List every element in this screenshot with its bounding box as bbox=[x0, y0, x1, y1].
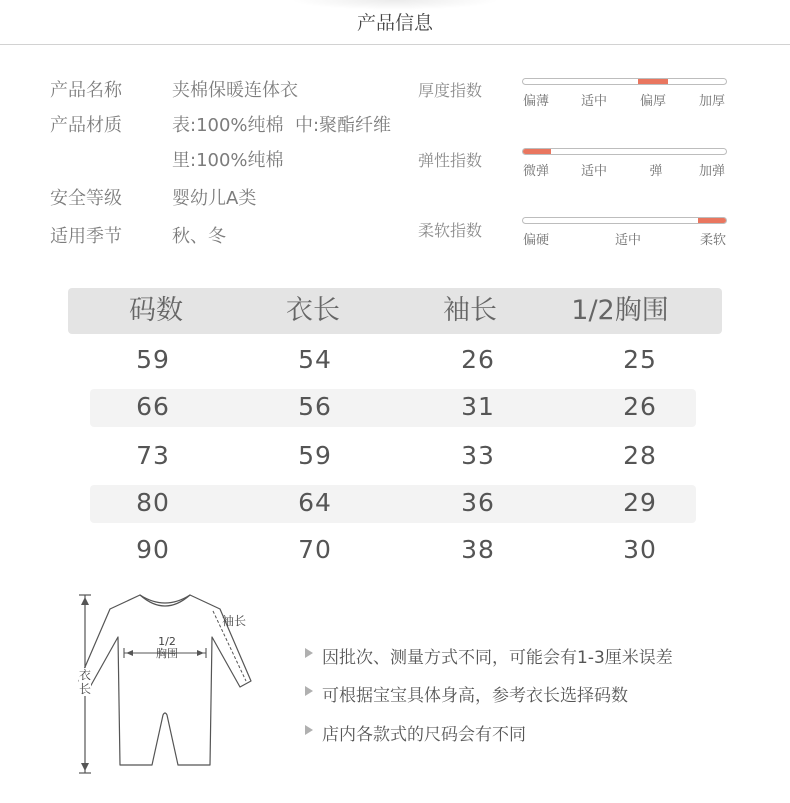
bullet-triangle-icon bbox=[305, 686, 313, 696]
elasticity-tick: 弹 bbox=[649, 164, 663, 179]
table-cell: 64 bbox=[298, 488, 332, 517]
table-cell: 56 bbox=[298, 392, 332, 421]
thickness-tick: 偏薄 bbox=[522, 94, 550, 109]
bullet-triangle-icon bbox=[305, 725, 313, 735]
softness-index-title: 柔软指数 bbox=[418, 221, 483, 240]
info-label-name: 产品名称 bbox=[50, 80, 122, 101]
info-value-name: 夹棉保暖连体衣 bbox=[172, 80, 298, 101]
table-cell: 59 bbox=[136, 345, 170, 374]
table-cell: 26 bbox=[623, 392, 657, 421]
table-cell: 36 bbox=[461, 488, 495, 517]
length-label: 衣长 bbox=[79, 668, 92, 696]
table-cell: 29 bbox=[623, 488, 657, 517]
softness-tick: 偏硬 bbox=[522, 233, 550, 248]
table-cell: 66 bbox=[136, 392, 170, 421]
info-label-safety: 安全等级 bbox=[50, 188, 122, 209]
table-cell: 70 bbox=[298, 535, 332, 564]
row-stripe bbox=[90, 389, 696, 427]
info-label-season: 适用季节 bbox=[50, 226, 122, 247]
header-chest: 1/2胸围 bbox=[571, 295, 669, 326]
elasticity-tick: 微弹 bbox=[522, 164, 550, 179]
row-stripe bbox=[90, 485, 696, 523]
info-value-lining: 里:100%纯棉 bbox=[172, 150, 284, 171]
thickness-index-bar bbox=[522, 78, 727, 85]
table-cell: 90 bbox=[136, 535, 170, 564]
thickness-tick: 偏厚 bbox=[639, 94, 667, 109]
table-cell: 30 bbox=[623, 535, 657, 564]
table-cell: 33 bbox=[461, 441, 495, 470]
elasticity-tick: 加弹 bbox=[698, 164, 726, 179]
note-item: 可根据宝宝具体身高，参考衣长选择码数 bbox=[322, 686, 628, 706]
table-cell: 31 bbox=[461, 392, 495, 421]
softness-index-bar bbox=[522, 217, 727, 224]
elasticity-index-title: 弹性指数 bbox=[418, 151, 483, 170]
table-cell: 54 bbox=[298, 345, 332, 374]
info-value-material: 表:100%纯棉 中:聚酯纤维 bbox=[172, 115, 392, 136]
elasticity-tick: 适中 bbox=[580, 164, 608, 179]
softness-tick: 适中 bbox=[614, 233, 642, 248]
header-length: 衣长 bbox=[286, 295, 340, 326]
chest-label-top: 1/2 bbox=[150, 636, 184, 648]
table-cell: 28 bbox=[623, 441, 657, 470]
note-item: 因批次、测量方式不同，可能会有1-3厘米误差 bbox=[322, 648, 673, 668]
note-item: 店内各款式的尺码会有不同 bbox=[322, 725, 526, 745]
elasticity-index-marker bbox=[523, 149, 551, 154]
bullet-triangle-icon bbox=[305, 648, 313, 658]
thickness-tick: 加厚 bbox=[698, 94, 726, 109]
softness-tick: 柔软 bbox=[699, 233, 727, 248]
chest-label-bottom: 胸围 bbox=[156, 647, 178, 660]
info-label-material: 产品材质 bbox=[50, 115, 122, 136]
sleeve-label: 袖长 bbox=[222, 614, 247, 628]
elasticity-index-bar bbox=[522, 148, 727, 155]
neckline bbox=[140, 595, 190, 606]
thickness-tick: 适中 bbox=[580, 94, 608, 109]
table-cell: 38 bbox=[461, 535, 495, 564]
table-cell: 59 bbox=[298, 441, 332, 470]
table-cell: 25 bbox=[623, 345, 657, 374]
softness-index-marker bbox=[698, 218, 726, 223]
table-cell: 73 bbox=[136, 441, 170, 470]
thickness-index-marker bbox=[638, 79, 668, 84]
thickness-index-title: 厚度指数 bbox=[418, 81, 483, 100]
info-value-safety: 婴幼儿A类 bbox=[172, 188, 257, 209]
title-divider bbox=[0, 44, 790, 45]
page-title: 产品信息 bbox=[356, 12, 433, 34]
table-cell: 80 bbox=[136, 488, 170, 517]
header-sleeve: 袖长 bbox=[443, 295, 497, 326]
header-size: 码数 bbox=[129, 295, 183, 326]
info-value-season: 秋、冬 bbox=[172, 226, 226, 247]
table-cell: 26 bbox=[461, 345, 495, 374]
